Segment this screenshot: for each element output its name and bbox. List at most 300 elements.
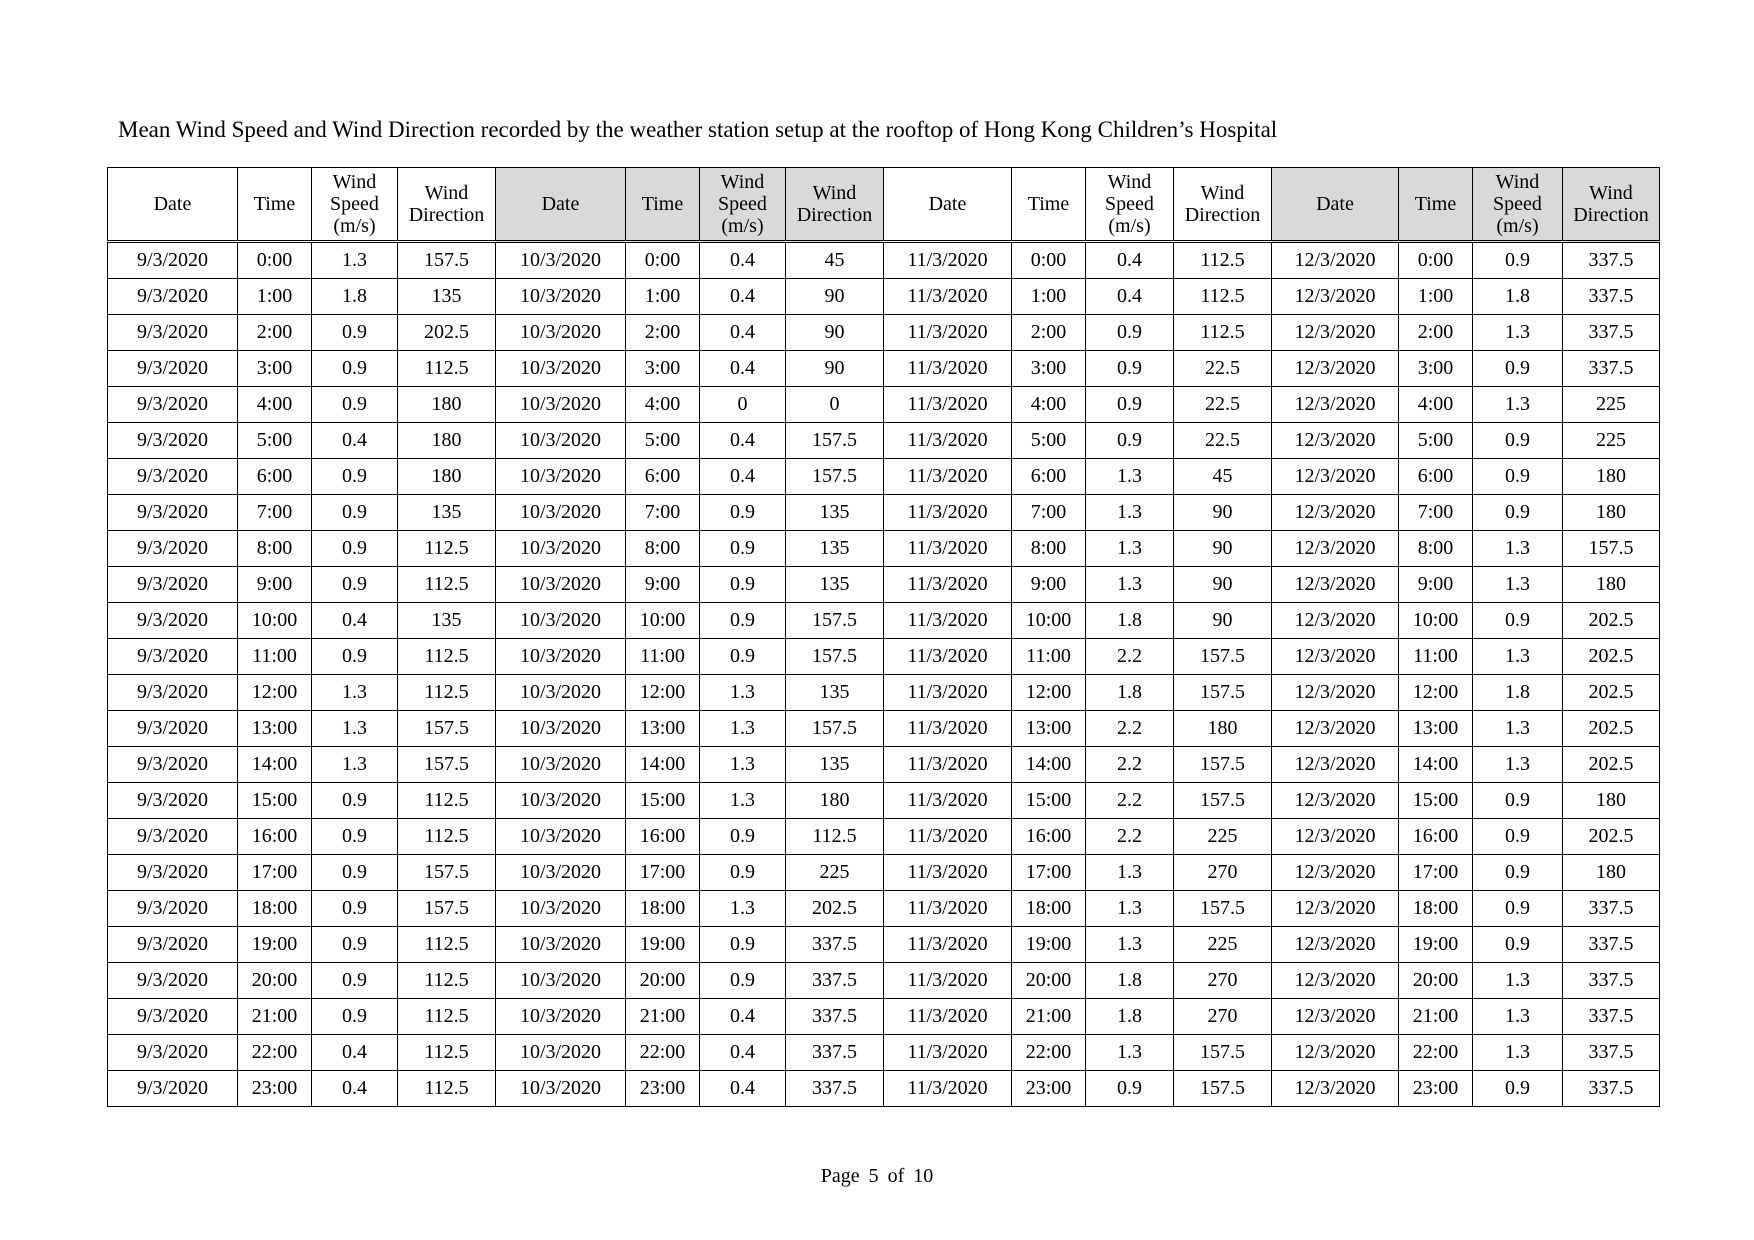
table-cell: 0.4 bbox=[700, 351, 786, 387]
table-cell: 1.3 bbox=[700, 747, 786, 783]
column-header-label: Wind Direction bbox=[1184, 182, 1261, 226]
table-cell: 9/3/2020 bbox=[108, 1035, 238, 1071]
table-cell: 337.5 bbox=[1563, 315, 1660, 351]
table-cell: 1.3 bbox=[1086, 927, 1174, 963]
table-cell: 0.4 bbox=[312, 603, 398, 639]
table-cell: 0.9 bbox=[700, 927, 786, 963]
table-cell: 225 bbox=[786, 855, 884, 891]
column-header-label: Time bbox=[253, 193, 296, 215]
table-cell: 1.8 bbox=[1086, 963, 1174, 999]
table-cell: 9/3/2020 bbox=[108, 423, 238, 459]
table-cell: 112.5 bbox=[398, 1035, 496, 1071]
column-header bbox=[108, 168, 238, 242]
table-cell: 0.9 bbox=[1473, 242, 1563, 279]
table-cell: 9/3/2020 bbox=[108, 891, 238, 927]
table-cell: 11/3/2020 bbox=[884, 783, 1012, 819]
table-cell: 12/3/2020 bbox=[1272, 963, 1399, 999]
column-header bbox=[398, 168, 496, 242]
table-cell: 14:00 bbox=[1399, 747, 1473, 783]
table-cell: 9/3/2020 bbox=[108, 567, 238, 603]
table-cell: 157.5 bbox=[1174, 783, 1272, 819]
table-cell: 180 bbox=[1563, 567, 1660, 603]
table-cell: 1.3 bbox=[1473, 999, 1563, 1035]
table-cell: 0.9 bbox=[700, 603, 786, 639]
table-cell: 5:00 bbox=[238, 423, 312, 459]
table-cell: 9/3/2020 bbox=[108, 747, 238, 783]
column-header-label: Wind Direction bbox=[1573, 182, 1649, 226]
table-cell: 12/3/2020 bbox=[1272, 747, 1399, 783]
table-cell: 4:00 bbox=[626, 387, 700, 423]
page-total: 10 bbox=[913, 1165, 934, 1187]
table-cell: 10/3/2020 bbox=[496, 1035, 626, 1071]
table-row bbox=[108, 711, 1660, 747]
table-cell: 12/3/2020 bbox=[1272, 242, 1399, 279]
table-cell: 0.4 bbox=[700, 423, 786, 459]
table-cell: 337.5 bbox=[786, 963, 884, 999]
table-cell: 0.9 bbox=[312, 315, 398, 351]
table-cell: 0.9 bbox=[1086, 1071, 1174, 1107]
table-cell: 1.3 bbox=[1473, 963, 1563, 999]
table-cell: 90 bbox=[786, 315, 884, 351]
table-cell: 23:00 bbox=[238, 1071, 312, 1107]
column-header-label: Time bbox=[641, 193, 684, 215]
table-row bbox=[108, 495, 1660, 531]
column-header-label: Date bbox=[1316, 193, 1354, 215]
table-cell: 270 bbox=[1174, 999, 1272, 1035]
table-cell: 12/3/2020 bbox=[1272, 999, 1399, 1035]
table-cell: 8:00 bbox=[1399, 531, 1473, 567]
table-cell: 2.2 bbox=[1086, 819, 1174, 855]
table-cell: 0.9 bbox=[1086, 387, 1174, 423]
table-cell: 11/3/2020 bbox=[884, 242, 1012, 279]
table-cell: 337.5 bbox=[1563, 927, 1660, 963]
table-cell: 180 bbox=[1563, 855, 1660, 891]
table-cell: 10/3/2020 bbox=[496, 855, 626, 891]
table-row bbox=[108, 783, 1660, 819]
table-cell: 12/3/2020 bbox=[1272, 495, 1399, 531]
table-cell: 202.5 bbox=[1563, 747, 1660, 783]
table-cell: 0 bbox=[786, 387, 884, 423]
table-cell: 9/3/2020 bbox=[108, 711, 238, 747]
table-cell: 22.5 bbox=[1174, 351, 1272, 387]
table-cell: 157.5 bbox=[786, 639, 884, 675]
table-cell: 0.9 bbox=[312, 387, 398, 423]
table-cell: 11/3/2020 bbox=[884, 891, 1012, 927]
table-cell: 157.5 bbox=[786, 711, 884, 747]
table-cell: 11/3/2020 bbox=[884, 1035, 1012, 1071]
page-of-label: of bbox=[887, 1165, 905, 1187]
table-cell: 10/3/2020 bbox=[496, 1071, 626, 1107]
table-cell: 0.9 bbox=[1473, 495, 1563, 531]
table-cell: 11/3/2020 bbox=[884, 423, 1012, 459]
column-header bbox=[1399, 168, 1473, 242]
column-header-label: Date bbox=[541, 193, 580, 215]
table-cell: 0.9 bbox=[312, 567, 398, 603]
table-cell: 1.8 bbox=[1473, 279, 1563, 315]
table-cell: 2.2 bbox=[1086, 747, 1174, 783]
table-cell: 0.9 bbox=[1473, 423, 1563, 459]
table-cell: 9/3/2020 bbox=[108, 963, 238, 999]
table-cell: 4:00 bbox=[1012, 387, 1086, 423]
table-cell: 5:00 bbox=[1012, 423, 1086, 459]
table-cell: 1.8 bbox=[1086, 999, 1174, 1035]
table-row bbox=[108, 603, 1660, 639]
table-cell: 7:00 bbox=[626, 495, 700, 531]
table-cell: 9:00 bbox=[626, 567, 700, 603]
column-header bbox=[786, 168, 884, 242]
table-cell: 12/3/2020 bbox=[1272, 567, 1399, 603]
table-cell: 1.3 bbox=[1473, 747, 1563, 783]
table-cell: 10/3/2020 bbox=[496, 567, 626, 603]
table-cell: 12/3/2020 bbox=[1272, 1035, 1399, 1071]
table-cell: 16:00 bbox=[1012, 819, 1086, 855]
table-cell: 3:00 bbox=[626, 351, 700, 387]
table-row bbox=[108, 747, 1660, 783]
table-cell: 270 bbox=[1174, 855, 1272, 891]
table-cell: 21:00 bbox=[238, 999, 312, 1035]
table-cell: 1.3 bbox=[1473, 639, 1563, 675]
table-cell: 10/3/2020 bbox=[496, 423, 626, 459]
table-cell: 1.8 bbox=[1473, 675, 1563, 711]
table-cell: 22.5 bbox=[1174, 387, 1272, 423]
table-cell: 0.9 bbox=[700, 855, 786, 891]
column-header bbox=[238, 168, 312, 242]
table-cell: 22:00 bbox=[1012, 1035, 1086, 1071]
table-cell: 11/3/2020 bbox=[884, 531, 1012, 567]
table-cell: 2.2 bbox=[1086, 639, 1174, 675]
table-cell: 9/3/2020 bbox=[108, 783, 238, 819]
table-cell: 9/3/2020 bbox=[108, 351, 238, 387]
table-cell: 112.5 bbox=[398, 351, 496, 387]
table-cell: 0.4 bbox=[700, 459, 786, 495]
table-cell: 0:00 bbox=[1399, 242, 1473, 279]
table-cell: 112.5 bbox=[398, 927, 496, 963]
table-cell: 90 bbox=[1174, 603, 1272, 639]
table-row bbox=[108, 855, 1660, 891]
table-cell: 0.9 bbox=[1473, 603, 1563, 639]
table-cell: 13:00 bbox=[1399, 711, 1473, 747]
column-header-label: Wind Speed (m/s) bbox=[330, 171, 379, 237]
table-row bbox=[108, 387, 1660, 423]
table-row bbox=[108, 891, 1660, 927]
table-cell: 1:00 bbox=[1399, 279, 1473, 315]
table-cell: 11/3/2020 bbox=[884, 819, 1012, 855]
table-cell: 17:00 bbox=[1012, 855, 1086, 891]
table-cell: 0.4 bbox=[700, 999, 786, 1035]
table-cell: 11/3/2020 bbox=[884, 315, 1012, 351]
table-row bbox=[108, 567, 1660, 603]
table-cell: 337.5 bbox=[786, 927, 884, 963]
table-row bbox=[108, 675, 1660, 711]
table-cell: 1.3 bbox=[700, 783, 786, 819]
table-cell: 180 bbox=[1563, 495, 1660, 531]
table-cell: 1:00 bbox=[238, 279, 312, 315]
table-cell: 16:00 bbox=[1399, 819, 1473, 855]
column-header-label: Wind Speed (m/s) bbox=[1105, 171, 1154, 237]
table-cell: 45 bbox=[1174, 459, 1272, 495]
table-cell: 157.5 bbox=[398, 711, 496, 747]
table-cell: 1.3 bbox=[1086, 855, 1174, 891]
table-cell: 18:00 bbox=[1399, 891, 1473, 927]
table-cell: 0.4 bbox=[312, 1071, 398, 1107]
table-cell: 0.4 bbox=[700, 242, 786, 279]
column-header-label: Wind Direction bbox=[408, 182, 485, 226]
table-cell: 6:00 bbox=[1399, 459, 1473, 495]
table-cell: 7:00 bbox=[1399, 495, 1473, 531]
table-cell: 90 bbox=[786, 279, 884, 315]
table-cell: 337.5 bbox=[1563, 279, 1660, 315]
table-cell: 337.5 bbox=[1563, 351, 1660, 387]
table-row bbox=[108, 927, 1660, 963]
table-cell: 1.3 bbox=[700, 711, 786, 747]
table-cell: 11/3/2020 bbox=[884, 927, 1012, 963]
table-cell: 0.9 bbox=[700, 639, 786, 675]
table-cell: 1.3 bbox=[1473, 531, 1563, 567]
table-cell: 11/3/2020 bbox=[884, 999, 1012, 1035]
table-cell: 1.8 bbox=[1086, 675, 1174, 711]
column-header bbox=[1272, 168, 1399, 242]
column-header-label: Time bbox=[1027, 193, 1070, 215]
table-cell: 12/3/2020 bbox=[1272, 351, 1399, 387]
table-cell: 225 bbox=[1174, 927, 1272, 963]
table-cell: 112.5 bbox=[398, 819, 496, 855]
table-cell: 0.9 bbox=[1473, 783, 1563, 819]
table-cell: 112.5 bbox=[1174, 315, 1272, 351]
table-cell: 112.5 bbox=[398, 639, 496, 675]
table-cell: 12/3/2020 bbox=[1272, 315, 1399, 351]
table-row bbox=[108, 531, 1660, 567]
table-cell: 6:00 bbox=[1012, 459, 1086, 495]
table-header-row bbox=[108, 168, 1660, 242]
table-cell: 0.9 bbox=[312, 639, 398, 675]
table-cell: 11:00 bbox=[238, 639, 312, 675]
table-cell: 112.5 bbox=[786, 819, 884, 855]
table-cell: 1.3 bbox=[312, 242, 398, 279]
table-cell: 22.5 bbox=[1174, 423, 1272, 459]
column-header bbox=[312, 168, 398, 242]
table-cell: 135 bbox=[398, 495, 496, 531]
table-cell: 9/3/2020 bbox=[108, 315, 238, 351]
table-cell: 180 bbox=[398, 387, 496, 423]
table-cell: 12/3/2020 bbox=[1272, 675, 1399, 711]
table-cell: 112.5 bbox=[398, 1071, 496, 1107]
table-cell: 10/3/2020 bbox=[496, 459, 626, 495]
table-cell: 2.2 bbox=[1086, 783, 1174, 819]
table-cell: 10/3/2020 bbox=[496, 747, 626, 783]
table-cell: 90 bbox=[1174, 531, 1272, 567]
table-cell: 90 bbox=[1174, 495, 1272, 531]
table-cell: 0.9 bbox=[1473, 891, 1563, 927]
table-cell: 10/3/2020 bbox=[496, 315, 626, 351]
table-cell: 4:00 bbox=[1399, 387, 1473, 423]
table-cell: 10/3/2020 bbox=[496, 999, 626, 1035]
column-header-label: Wind Speed (m/s) bbox=[718, 171, 767, 237]
table-cell: 112.5 bbox=[398, 531, 496, 567]
table-cell: 9/3/2020 bbox=[108, 459, 238, 495]
table-cell: 1.3 bbox=[1086, 495, 1174, 531]
table-cell: 11/3/2020 bbox=[884, 855, 1012, 891]
table-row bbox=[108, 459, 1660, 495]
column-header-label: Wind Speed (m/s) bbox=[1493, 171, 1542, 237]
table-cell: 10:00 bbox=[1012, 603, 1086, 639]
table-cell: 225 bbox=[1563, 387, 1660, 423]
table-cell: 20:00 bbox=[626, 963, 700, 999]
table-cell: 0.4 bbox=[700, 279, 786, 315]
table-cell: 0.4 bbox=[1086, 242, 1174, 279]
table-cell: 10/3/2020 bbox=[496, 711, 626, 747]
table-cell: 112.5 bbox=[398, 963, 496, 999]
table-row bbox=[108, 999, 1660, 1035]
table-cell: 1:00 bbox=[1012, 279, 1086, 315]
table-cell: 135 bbox=[786, 495, 884, 531]
table-cell: 19:00 bbox=[1399, 927, 1473, 963]
table-cell: 12/3/2020 bbox=[1272, 783, 1399, 819]
table-cell: 15:00 bbox=[1012, 783, 1086, 819]
table-cell: 157.5 bbox=[398, 242, 496, 279]
table-cell: 12/3/2020 bbox=[1272, 387, 1399, 423]
table-cell: 9:00 bbox=[1399, 567, 1473, 603]
table-cell: 202.5 bbox=[1563, 675, 1660, 711]
table-row bbox=[108, 963, 1660, 999]
table-cell: 21:00 bbox=[626, 999, 700, 1035]
table-cell: 1.8 bbox=[1086, 603, 1174, 639]
table-cell: 202.5 bbox=[1563, 603, 1660, 639]
table-cell: 337.5 bbox=[786, 999, 884, 1035]
table-cell: 112.5 bbox=[398, 567, 496, 603]
table-cell: 12/3/2020 bbox=[1272, 603, 1399, 639]
page-current: 5 bbox=[868, 1165, 879, 1187]
table-cell: 9/3/2020 bbox=[108, 675, 238, 711]
table-cell: 112.5 bbox=[1174, 242, 1272, 279]
table-cell: 0.9 bbox=[1473, 855, 1563, 891]
table-cell: 202.5 bbox=[786, 891, 884, 927]
table-body bbox=[108, 242, 1660, 1107]
column-header-label: Date bbox=[928, 193, 967, 215]
table-cell: 180 bbox=[1563, 783, 1660, 819]
table-cell: 0.9 bbox=[1473, 819, 1563, 855]
table-cell: 0.9 bbox=[700, 567, 786, 603]
table-cell: 10/3/2020 bbox=[496, 495, 626, 531]
table-cell: 12/3/2020 bbox=[1272, 819, 1399, 855]
table-cell: 135 bbox=[398, 603, 496, 639]
table-cell: 0.4 bbox=[700, 1071, 786, 1107]
table-cell: 13:00 bbox=[1012, 711, 1086, 747]
table-cell: 2:00 bbox=[238, 315, 312, 351]
column-header bbox=[1012, 168, 1086, 242]
table-cell: 9/3/2020 bbox=[108, 819, 238, 855]
table-cell: 3:00 bbox=[238, 351, 312, 387]
table-cell: 11/3/2020 bbox=[884, 1071, 1012, 1107]
table-cell: 16:00 bbox=[626, 819, 700, 855]
table-cell: 0.9 bbox=[1473, 351, 1563, 387]
table-cell: 45 bbox=[786, 242, 884, 279]
table-cell: 12:00 bbox=[1399, 675, 1473, 711]
table-cell: 0.4 bbox=[312, 1035, 398, 1071]
table-cell: 20:00 bbox=[1012, 963, 1086, 999]
table-cell: 135 bbox=[786, 531, 884, 567]
table-cell: 14:00 bbox=[238, 747, 312, 783]
table-cell: 202.5 bbox=[1563, 819, 1660, 855]
table-cell: 337.5 bbox=[786, 1071, 884, 1107]
table-cell: 0.4 bbox=[700, 1035, 786, 1071]
table-cell: 19:00 bbox=[626, 927, 700, 963]
table-cell: 157.5 bbox=[1174, 675, 1272, 711]
table-cell: 15:00 bbox=[238, 783, 312, 819]
table-cell: 14:00 bbox=[1012, 747, 1086, 783]
table-cell: 14:00 bbox=[626, 747, 700, 783]
column-header bbox=[1563, 168, 1660, 242]
table-cell: 202.5 bbox=[1563, 711, 1660, 747]
table-cell: 20:00 bbox=[1399, 963, 1473, 999]
table-cell: 10/3/2020 bbox=[496, 963, 626, 999]
table-cell: 10/3/2020 bbox=[496, 783, 626, 819]
table-cell: 11/3/2020 bbox=[884, 351, 1012, 387]
table-cell: 0:00 bbox=[238, 242, 312, 279]
table-cell: 337.5 bbox=[1563, 963, 1660, 999]
column-header bbox=[626, 168, 700, 242]
table-cell: 202.5 bbox=[1563, 639, 1660, 675]
table-cell: 10:00 bbox=[1399, 603, 1473, 639]
table-cell: 337.5 bbox=[1563, 242, 1660, 279]
table-cell: 17:00 bbox=[626, 855, 700, 891]
table-cell: 0.9 bbox=[312, 819, 398, 855]
table-cell: 10/3/2020 bbox=[496, 603, 626, 639]
table-row bbox=[108, 279, 1660, 315]
table-cell: 12/3/2020 bbox=[1272, 531, 1399, 567]
table-cell: 1.3 bbox=[700, 675, 786, 711]
table-cell: 21:00 bbox=[1012, 999, 1086, 1035]
table-cell: 16:00 bbox=[238, 819, 312, 855]
table-cell: 11/3/2020 bbox=[884, 495, 1012, 531]
table-cell: 8:00 bbox=[238, 531, 312, 567]
table-cell: 5:00 bbox=[626, 423, 700, 459]
table-cell: 19:00 bbox=[238, 927, 312, 963]
table-cell: 157.5 bbox=[398, 747, 496, 783]
table-cell: 157.5 bbox=[1563, 531, 1660, 567]
table-cell: 2.2 bbox=[1086, 711, 1174, 747]
table-cell: 11/3/2020 bbox=[884, 675, 1012, 711]
table-cell: 0.9 bbox=[1086, 423, 1174, 459]
table-cell: 225 bbox=[1174, 819, 1272, 855]
table-cell: 10/3/2020 bbox=[496, 387, 626, 423]
table-cell: 12/3/2020 bbox=[1272, 639, 1399, 675]
table-cell: 337.5 bbox=[1563, 1035, 1660, 1071]
table-cell: 0:00 bbox=[626, 242, 700, 279]
table-cell: 10/3/2020 bbox=[496, 279, 626, 315]
table-cell: 2:00 bbox=[1399, 315, 1473, 351]
table-row bbox=[108, 1035, 1660, 1071]
table-cell: 180 bbox=[786, 783, 884, 819]
table-cell: 20:00 bbox=[238, 963, 312, 999]
table-cell: 0.9 bbox=[312, 495, 398, 531]
table-cell: 1.3 bbox=[312, 747, 398, 783]
table-cell: 337.5 bbox=[786, 1035, 884, 1071]
table-cell: 11/3/2020 bbox=[884, 603, 1012, 639]
table-cell: 1.3 bbox=[1086, 459, 1174, 495]
table-cell: 157.5 bbox=[1174, 639, 1272, 675]
table-row bbox=[108, 639, 1660, 675]
table-cell: 0.9 bbox=[1473, 927, 1563, 963]
table-cell: 180 bbox=[1563, 459, 1660, 495]
table-cell: 1.3 bbox=[1473, 387, 1563, 423]
table-cell: 112.5 bbox=[398, 675, 496, 711]
table-cell: 1.3 bbox=[1086, 1035, 1174, 1071]
column-header-label: Time bbox=[1414, 193, 1457, 215]
table-cell: 9/3/2020 bbox=[108, 495, 238, 531]
table-cell: 9/3/2020 bbox=[108, 603, 238, 639]
table-cell: 12/3/2020 bbox=[1272, 279, 1399, 315]
table-cell: 19:00 bbox=[1012, 927, 1086, 963]
